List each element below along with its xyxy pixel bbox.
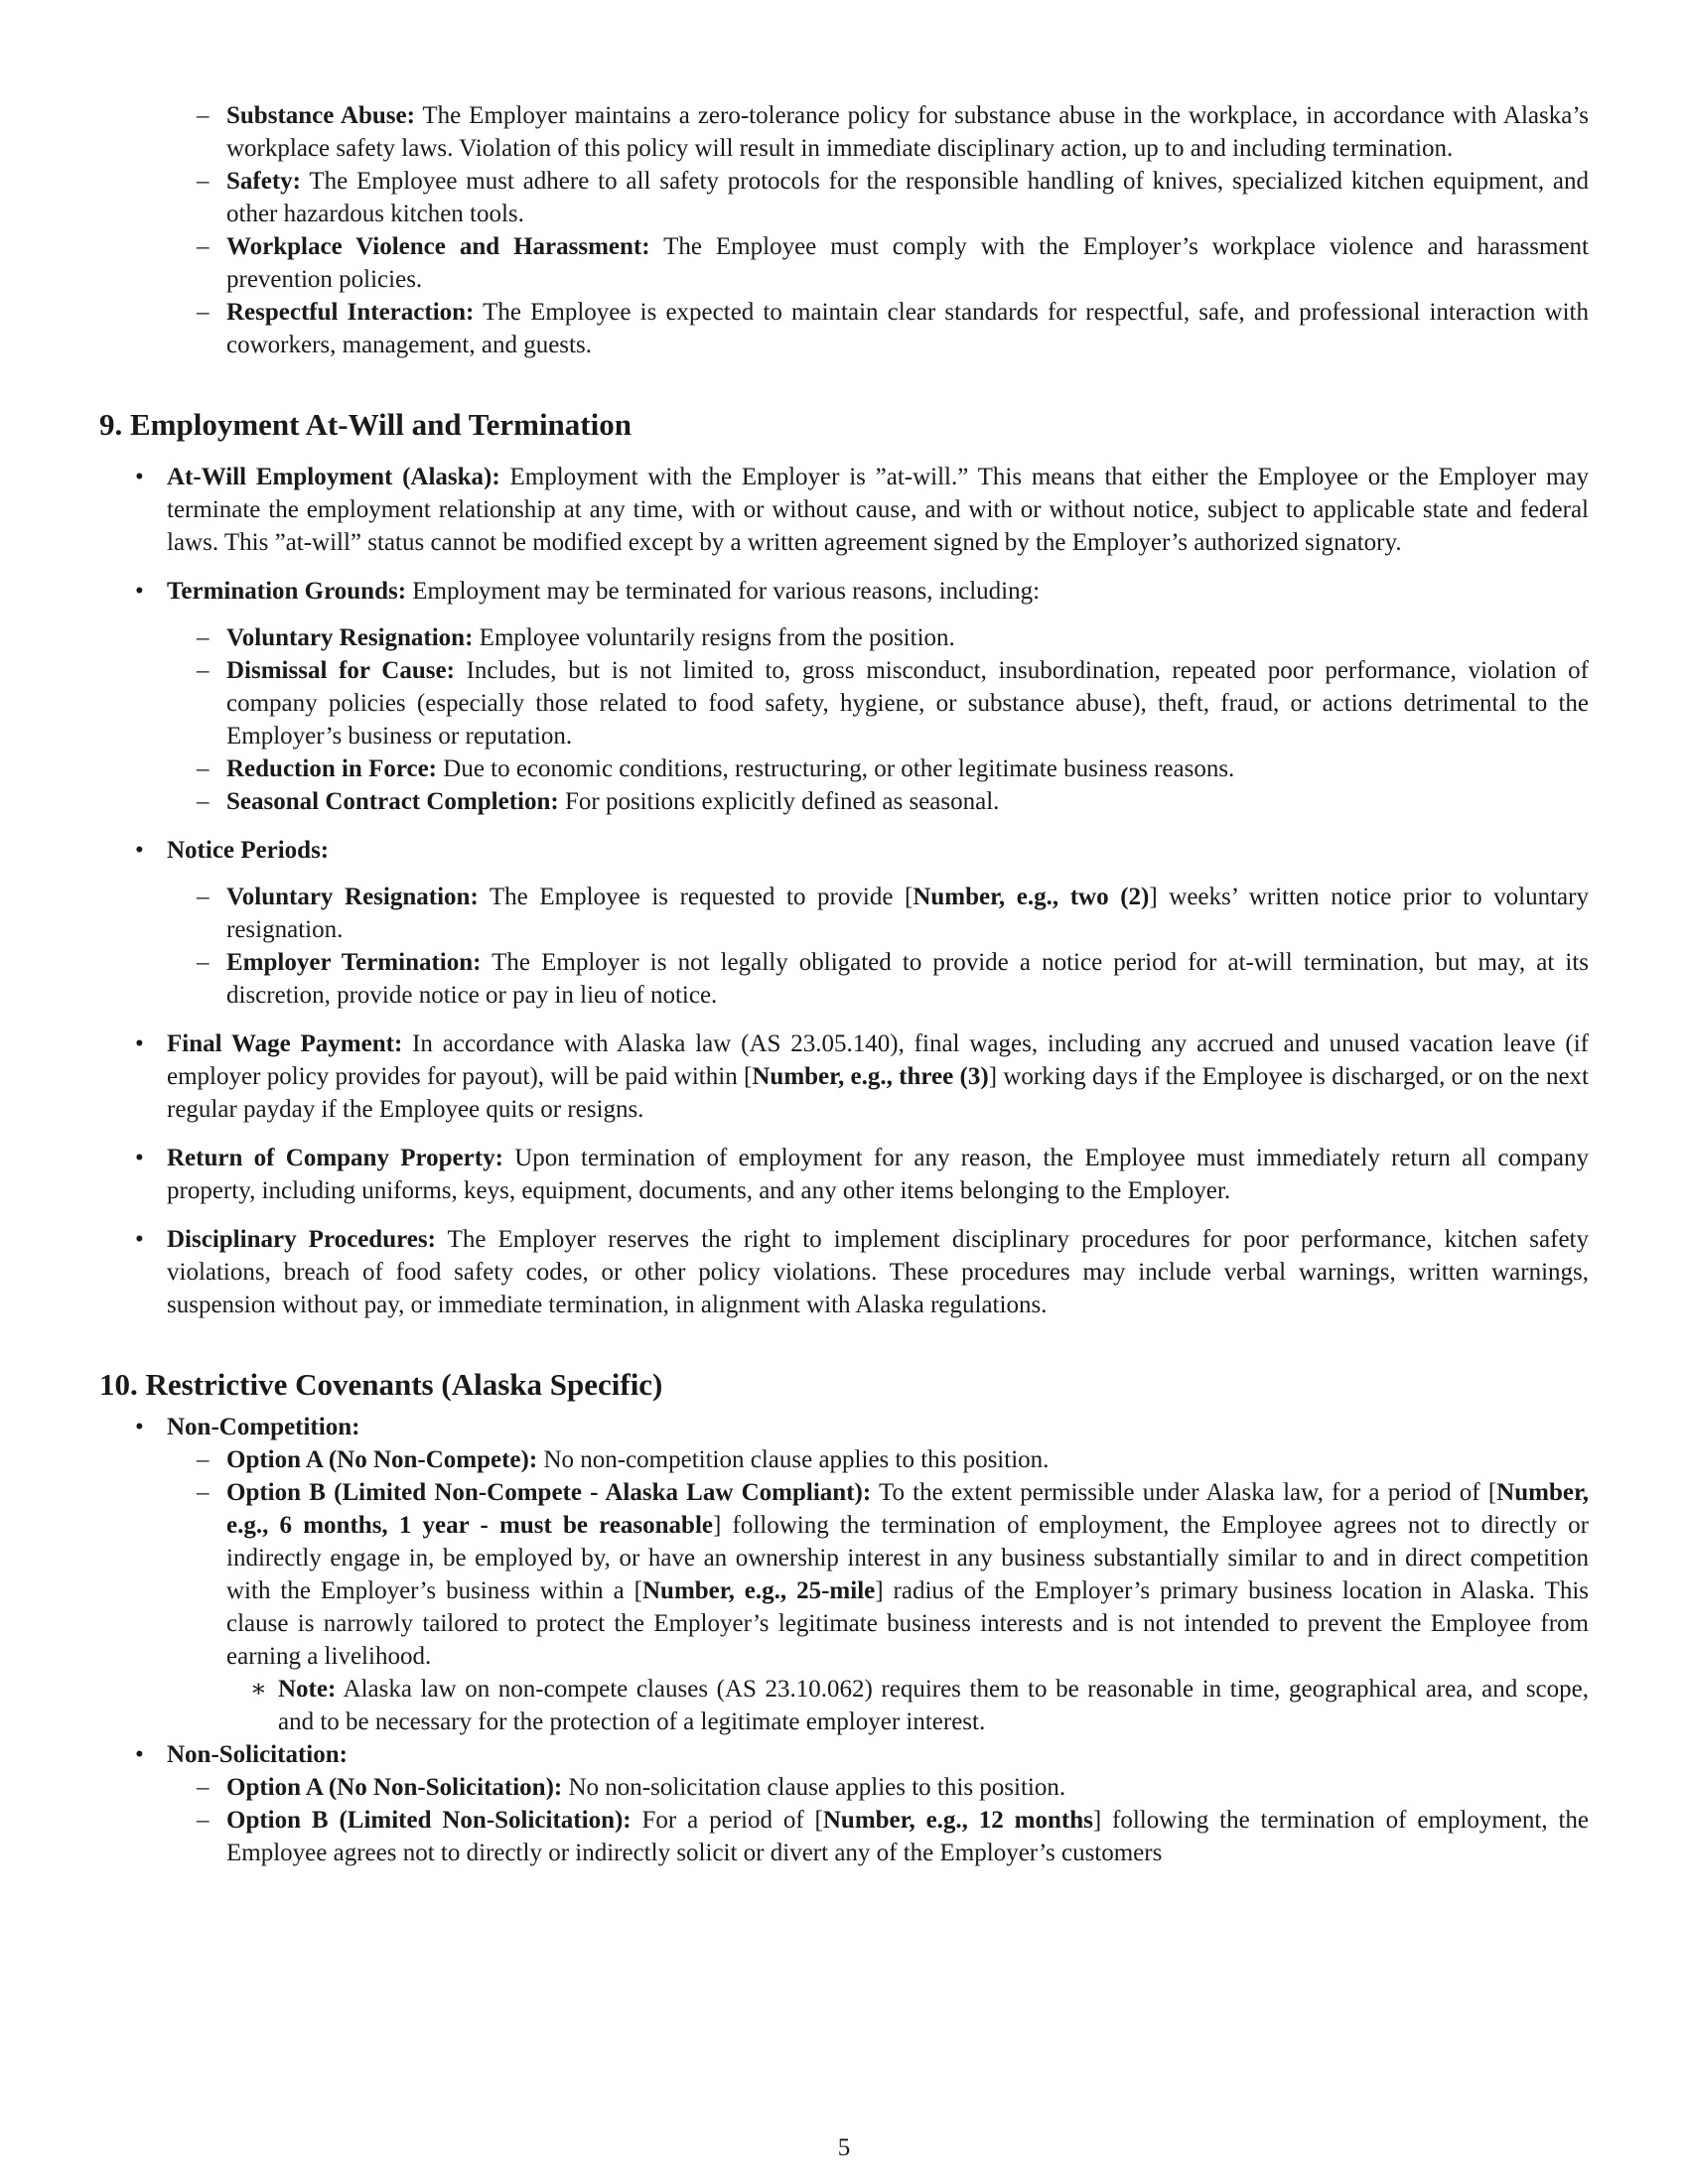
final-wage-item: • Final Wage Payment: In accordance with Alaska law (AS 23.05.140), final wages, including any accrued and unused vacation leave (if employer policy provides for payout), will be paid within [Number, e.g., three (3)] working days if the Employee is discharged, or on the next regular payday if the Employee quits or resigns. <box>99 1027 1589 1126</box>
notice-periods-list <box>167 881 1589 1012</box>
notice-periods-item: • Notice Periods: – Voluntary Resignation: The Employee is requested to provide [Number, e.g., two (2)] weeks’ written notice prior to voluntary resignation. – Employer Termination: The Employer is not legally obligated to provide a notice period for at-will termination, but may, at its discretion, provide notice or pay in lieu of notice. <box>99 834 1589 1012</box>
list-item: – Employer Termination: The Employer is not legally obligated to provide a notice period for at-will termination, but may, at its discretion, provide notice or pay in lieu of notice. <box>167 946 1589 1012</box>
list-item: – Safety: The Employee must adhere to all safety protocols for the responsible handling of knives, specialized kitchen equipment, and other hazardous kitchen tools. <box>99 165 1589 230</box>
non-solicitation-item: • Non-Solicitation: – Option A (No Non-Solicitation): No non-solicitation clause applies to this position. – Option B (Limited Non-Solicitation): For a period of [Number, e.g., 12 months] following the termination of employment, the Employee agrees not to directly or indirectly solicit or divert any of the Employer’s customers <box>99 1738 1589 1869</box>
section-10-heading: 10. Restrictive Covenants (Alaska Specific) <box>99 1367 663 1402</box>
list-item: – Reduction in Force: Due to economic conditions, restructuring, or other legitimate business reasons. <box>167 752 1589 785</box>
section-10-list <box>99 1411 1589 1869</box>
document-page <box>99 99 1589 1869</box>
section-9-heading: 9. Employment At-Will and Termination <box>99 407 632 442</box>
termination-grounds-item: • Termination Grounds: Employment may be terminated for various reasons, including: – Voluntary Resignation: Employee voluntarily resigns from the position. – Dismissal for Cause: Includes, but is not limited to, gross misconduct, insubordination, repeated poor performance, violation of company policies (especially those related to food safety, hygiene, or substance abuse), theft, fraud, or actions detrimental to the Employer’s business or reputation. – Reduction in Force: Due to economic conditions, restructuring, or other legitimate business reasons. – Seasonal Contract Completion: For positions explicitly defined as seasonal. <box>99 575 1589 818</box>
non-competition-options <box>167 1443 1589 1738</box>
list-item: – Respectful Interaction: The Employee is expected to maintain clear standards for respectful, safe, and professional interaction with coworkers, management, and guests. <box>99 296 1589 361</box>
list-item: – Option B (Limited Non-Compete - Alaska Law Compliant): To the extent permissible under Alaska law, for a period of [Number, e.g., 6 months, 1 year - must be reasonable] following the termination of employment, the Employee agrees not to directly or indirectly engage in, be employed by, or have an ownership interest in any business substantially similar to and in direct competition with the Employer’s business within a [Number, e.g., 25-mile] radius of the Employer’s primary business location in Alaska. This clause is narrowly tailored to protect the Employer’s legitimate business interests and is not intended to prevent the Employee from earning a livelihood. ∗ Note: Alaska law on non-compete clauses (AS 23.10.062) requires them to be reasonable in time, geographical area, and scope, and to be necessary for the protection of a legitimate employer interest. <box>167 1476 1589 1738</box>
list-item: – Voluntary Resignation: The Employee is requested to provide [Number, e.g., two (2)] weeks’ written notice prior to voluntary resignation. <box>167 881 1589 946</box>
list-item: – Dismissal for Cause: Includes, but is not limited to, gross misconduct, insubordination, repeated poor performance, violation of company policies (especially those related to food safety, hygiene, or substance abuse), theft, fraud, or actions detrimental to the Employer’s business or reputation. <box>167 654 1589 752</box>
list-item: – Option A (No Non-Solicitation): No non-solicitation clause applies to this position. <box>167 1771 1589 1804</box>
conduct-policy-list <box>99 99 1589 361</box>
page-number: 5 <box>837 2134 851 2161</box>
disciplinary-item: • Disciplinary Procedures: The Employer reserves the right to implement disciplinary procedures for poor performance, kitchen safety violations, breach of food safety codes, or other policy violations. These procedures may include verbal warnings, written warnings, suspension without pay, or immediate termination, in alignment with Alaska regulations. <box>99 1223 1589 1321</box>
list-item: – Voluntary Resignation: Employee voluntarily resigns from the position. <box>167 621 1589 654</box>
termination-grounds-list <box>167 621 1589 818</box>
non-competition-item: • Non-Competition: – Option A (No Non-Compete): No non-competition clause applies to this position. – Option B (Limited Non-Compete - Alaska Law Compliant): To the extent permissible under Alaska law, for a period of [Number, e.g., 6 months, 1 year - must be reasonable] following the termination of employment, the Employee agrees not to directly or indirectly engage in, be employed by, or have an ownership interest in any business substantially similar to and in direct competition with the Employer’s business within a [Number, e.g., 25-mile] radius of the Employer’s primary business location in Alaska. This clause is narrowly tailored to protect the Employer’s legitimate business interests and is not intended to prevent the Employee from earning a livelihood. ∗ Note: Alaska law on non-compete clauses (AS 23.10.062) requires them to be reasonable in time, geographical area, and scope, and to be necessary for the protection of a legitimate employer interest. <box>99 1411 1589 1738</box>
list-item: ∗ Note: Alaska law on non-compete clauses (AS 23.10.062) requires them to be reasonable in time, geographical area, and scope, and to be necessary for the protection of a legitimate employer interest. <box>226 1673 1589 1738</box>
list-item: – Option A (No Non-Compete): No non-competition clause applies to this position. <box>167 1443 1589 1476</box>
list-item: – Seasonal Contract Completion: For positions explicitly defined as seasonal. <box>167 785 1589 818</box>
at-will-item: • At-Will Employment (Alaska): Employment with the Employer is ”at-will.” This means that either the Employee or the Employer may terminate the employment relationship at any time, with or without cause, and with or without notice, subject to applicable state and federal laws. This ”at-will” status cannot be modified except by a written agreement signed by the Employer’s authorized signatory. <box>99 461 1589 559</box>
company-property-item: • Return of Company Property: Upon termination of employment for any reason, the Employee must immediately return all company property, including uniforms, keys, equipment, documents, and any other items belonging to the Employer. <box>99 1142 1589 1207</box>
list-item: – Substance Abuse: The Employer maintains a zero-tolerance policy for substance abuse in the workplace, in accordance with Alaska’s workplace safety laws. Violation of this policy will result in immediate disciplinary action, up to and including termination. <box>99 99 1589 165</box>
non-compete-note-list <box>226 1673 1589 1738</box>
list-item: – Option B (Limited Non-Solicitation): For a period of [Number, e.g., 12 months] following the termination of employment, the Employee agrees not to directly or indirectly solicit or divert any of the Employer’s customers <box>167 1804 1589 1869</box>
list-item: – Workplace Violence and Harassment: The Employee must comply with the Employer’s workplace violence and harassment prevention policies. <box>99 230 1589 296</box>
section-9-list <box>99 461 1589 1321</box>
non-solicitation-options <box>167 1771 1589 1869</box>
